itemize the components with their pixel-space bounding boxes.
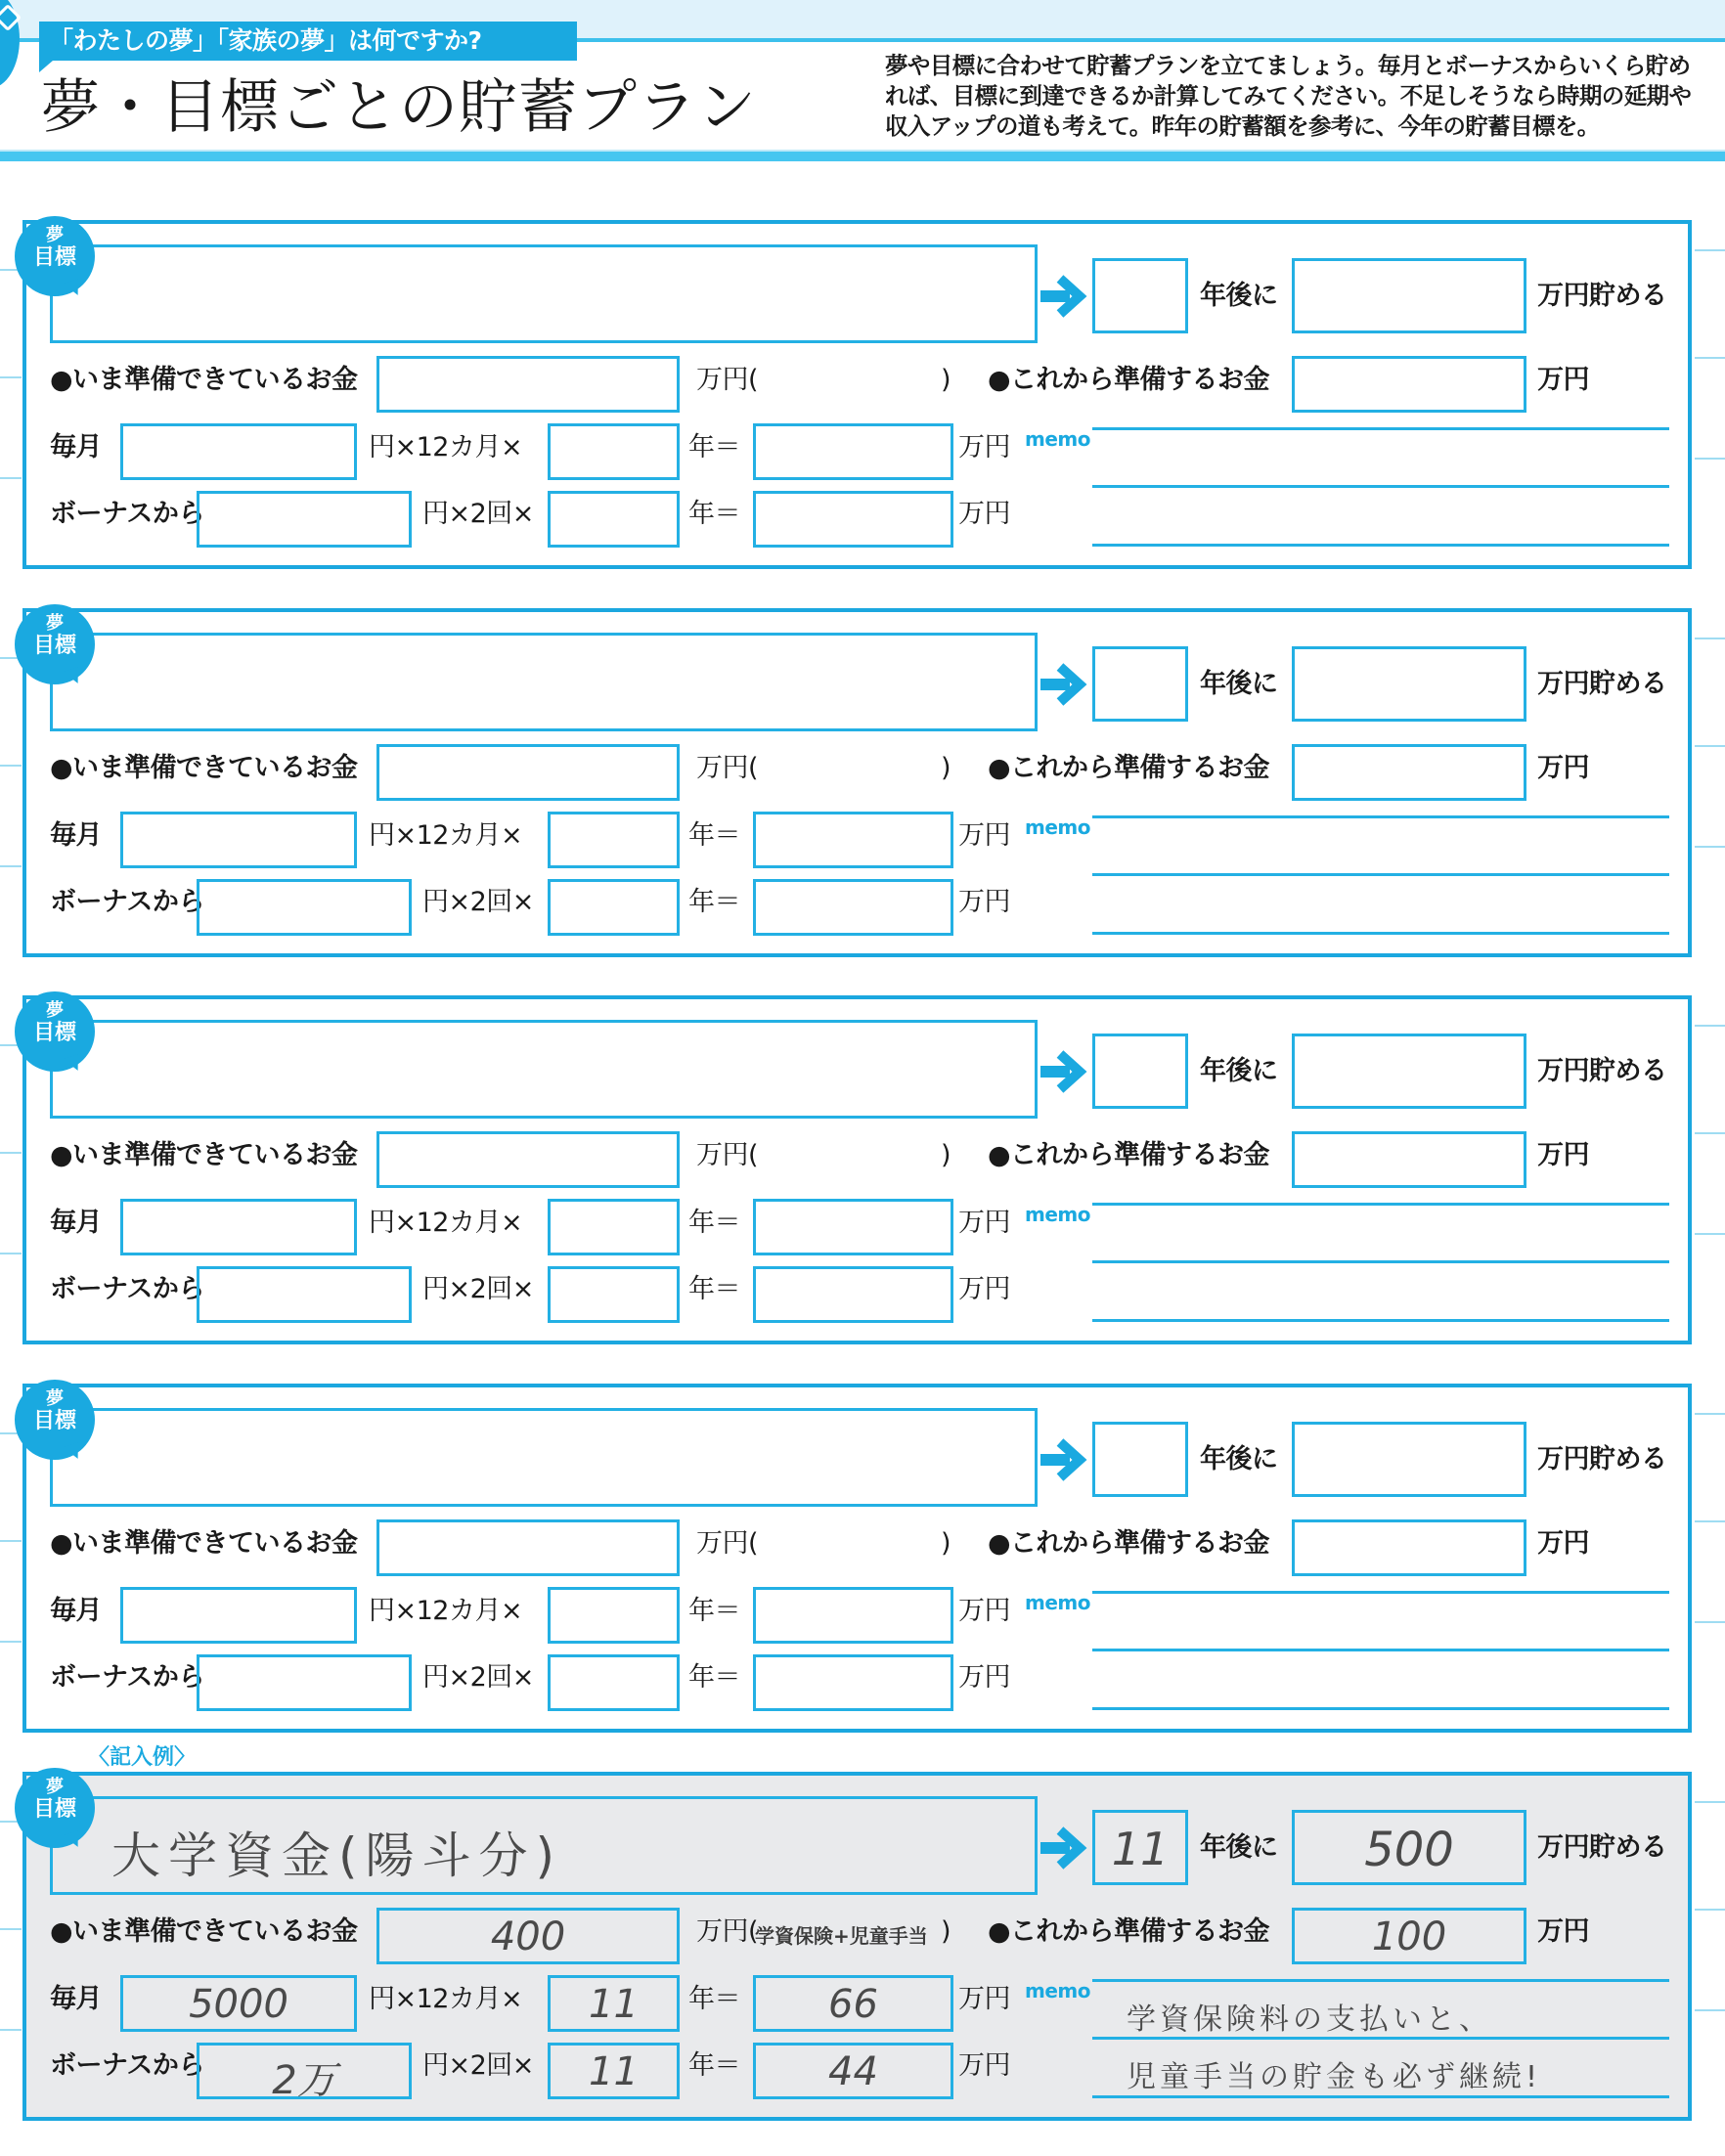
margin-rule [0, 2029, 22, 2031]
margin-rule [1695, 1621, 1725, 1623]
margin-rule [1695, 1233, 1725, 1235]
close-paren-label: ) [941, 1528, 951, 1559]
plan-card [22, 608, 1692, 957]
margin-rule [0, 1152, 22, 1154]
bonus-label: ボーナスから [50, 1274, 204, 1304]
monthly-years-input[interactable] [548, 1975, 680, 2032]
yen-x-12-label: 円×12カ月× [369, 1984, 523, 2014]
margin-rule [1695, 1520, 1725, 1522]
memo-label: memo [1025, 427, 1090, 451]
margin-rule [1695, 1132, 1725, 1134]
margin-rule [1695, 1909, 1725, 1911]
bonus-total-input[interactable] [753, 2043, 953, 2099]
prepared-now-label: ●いま準備できているお金 [50, 365, 358, 395]
memo-line[interactable] [1092, 1707, 1669, 1710]
memo-line[interactable] [1092, 485, 1669, 488]
prepared-now-input[interactable] [376, 1519, 680, 1576]
target-amount-value: 500 [1364, 1823, 1454, 1877]
badge-goal-label: 目標 [32, 634, 76, 658]
monthly-total-input[interactable] [753, 423, 953, 480]
monthly-total-unit: 万円 [958, 820, 1010, 851]
monthly-label: 毎月 [50, 432, 102, 462]
monthly-label: 毎月 [50, 1208, 102, 1238]
to-prepare-unit: 万円 [1537, 1140, 1589, 1170]
monthly-label: 毎月 [50, 1984, 102, 2014]
goal-input[interactable] [50, 1796, 1038, 1895]
bonus-total-input[interactable] [753, 879, 953, 936]
bonus-yen-input[interactable] [197, 879, 412, 936]
memo-line[interactable] [1092, 815, 1669, 818]
man-yen-open-label: 万円( [696, 1916, 759, 1947]
save-amount-suffix: 万円貯める [1537, 669, 1667, 699]
bonus-years-input[interactable] [548, 2043, 680, 2099]
margin-rule [1695, 249, 1725, 251]
to-prepare-unit: 万円 [1537, 1916, 1589, 1947]
badge-goal-label: 目標 [32, 1409, 76, 1433]
memo-text-line: 児童手当の貯金も必ず継続! [1127, 2060, 1542, 2094]
goal-input[interactable] [50, 1408, 1038, 1507]
memo-line[interactable] [1092, 544, 1669, 547]
bonus-years-input[interactable] [548, 1654, 680, 1711]
monthly-years-input[interactable] [548, 812, 680, 868]
monthly-years-eq-label: 年＝ [688, 432, 740, 462]
bonus-yen-value: 2万 [272, 2058, 336, 2103]
intro-text: 夢や目標に合わせて貯蓄プランを立てましょう。毎月とボーナスからいくら貯めれば、目標に到達できるか計算してみてください。不足しそうなら時期の延期や収入アップの道も考えて。昨年の貯蓄額を参考に、今年の貯蓄目標を。 [885, 52, 1692, 140]
monthly-years-eq-label: 年＝ [688, 820, 740, 851]
man-yen-open-label: 万円( [696, 753, 759, 783]
to-prepare-label: ●これから準備するお金 [988, 1140, 1270, 1170]
monthly-total-unit: 万円 [958, 432, 1010, 462]
dream-goal-badge [15, 991, 95, 1072]
to-prepare-label: ●これから準備するお金 [988, 365, 1270, 395]
yen-x-2-label: 円×2回× [422, 1274, 534, 1304]
years-value: 11 [1111, 1823, 1170, 1875]
years-after-label: 年後に [1200, 1444, 1278, 1474]
prepared-now-input[interactable] [376, 1131, 680, 1188]
years-input[interactable] [1092, 258, 1188, 333]
close-paren-label: ) [941, 1140, 951, 1170]
badge-dream-label: 夢 [46, 225, 64, 245]
memo-line[interactable] [1092, 932, 1669, 935]
margin-rule [1695, 2009, 1725, 2011]
bonus-yen-input[interactable] [197, 1266, 412, 1323]
bonus-label: ボーナスから [50, 2050, 204, 2081]
yen-x-2-label: 円×2回× [422, 2050, 534, 2081]
monthly-yen-input[interactable] [120, 1199, 357, 1255]
bonus-total-input[interactable] [753, 1266, 953, 1323]
badge-dream-label: 夢 [46, 1000, 64, 1021]
save-amount-suffix: 万円貯める [1537, 1056, 1667, 1086]
bonus-years-eq-label: 年＝ [688, 1274, 740, 1304]
bonus-label: ボーナスから [50, 499, 204, 529]
prepared-note: 学資保険+児童手当 [755, 1924, 928, 1948]
yen-x-12-label: 円×12カ月× [369, 432, 523, 462]
target-amount-input[interactable] [1292, 646, 1526, 722]
bonus-yen-input[interactable] [197, 2043, 412, 2103]
bonus-label: ボーナスから [50, 887, 204, 917]
to-prepare-unit: 万円 [1537, 1528, 1589, 1559]
to-prepare-label: ●これから準備するお金 [988, 1916, 1270, 1947]
arrow-right-icon [1040, 1050, 1089, 1093]
memo-line[interactable] [1092, 1979, 1669, 1982]
target-amount-input[interactable] [1292, 1810, 1526, 1885]
years-input[interactable] [1092, 1810, 1188, 1885]
memo-label: memo [1025, 1203, 1090, 1226]
bonus-years-eq-label: 年＝ [688, 499, 740, 529]
to-prepare-label: ●これから準備するお金 [988, 1528, 1270, 1559]
margin-rule [1695, 458, 1725, 460]
to-prepare-value: 100 [1371, 1914, 1447, 1959]
badge-goal-label: 目標 [32, 245, 76, 270]
monthly-total-input[interactable] [753, 1199, 953, 1255]
man-yen-open-label: 万円( [696, 1528, 759, 1559]
title-bar [0, 152, 1725, 161]
prepared-now-label: ●いま準備できているお金 [50, 1528, 358, 1559]
monthly-label: 毎月 [50, 1596, 102, 1626]
margin-rule [1695, 1801, 1725, 1803]
bonus-years-eq-label: 年＝ [688, 2050, 740, 2081]
monthly-years-eq-label: 年＝ [688, 1208, 740, 1238]
dream-goal-badge [15, 1768, 95, 1848]
to-prepare-input[interactable] [1292, 1131, 1526, 1188]
example-label: 〈記入例〉 [88, 1745, 197, 1770]
to-prepare-label: ●これから準備するお金 [988, 753, 1270, 783]
memo-line[interactable] [1092, 873, 1669, 876]
bonus-total-unit: 万円 [958, 2050, 1010, 2081]
bonus-label: ボーナスから [50, 1662, 204, 1693]
years-input[interactable] [1092, 1034, 1188, 1109]
arrow-right-icon [1040, 1438, 1089, 1481]
years-input[interactable] [1092, 1422, 1188, 1497]
yen-x-12-label: 円×12カ月× [369, 820, 523, 851]
years-input[interactable] [1092, 646, 1188, 722]
bonus-yen-input[interactable] [197, 491, 412, 548]
margin-rule [1695, 846, 1725, 848]
bonus-years-eq-label: 年＝ [688, 1662, 740, 1693]
monthly-years-input[interactable] [548, 423, 680, 480]
monthly-total-input[interactable] [753, 812, 953, 868]
badge-goal-label: 目標 [32, 1797, 76, 1822]
prepared-now-label: ●いま準備できているお金 [50, 1140, 358, 1170]
bonus-years-eq-label: 年＝ [688, 887, 740, 917]
to-prepare-input[interactable] [1292, 744, 1526, 801]
badge-dream-label: 夢 [46, 613, 64, 634]
memo-line[interactable] [1092, 2037, 1669, 2040]
monthly-years-value: 11 [589, 1982, 639, 2027]
years-after-label: 年後に [1200, 1832, 1278, 1863]
bonus-total-input[interactable] [753, 1654, 953, 1711]
margin-rule [0, 477, 22, 479]
margin-rule [1695, 1025, 1725, 1027]
margin-rule [1695, 638, 1725, 639]
memo-label: memo [1025, 1591, 1090, 1614]
margin-rule [1695, 357, 1725, 359]
arrow-right-icon [1040, 1826, 1089, 1870]
man-yen-open-label: 万円( [696, 365, 759, 395]
close-paren-label: ) [941, 365, 951, 395]
bonus-years-value: 11 [589, 2049, 639, 2094]
margin-rule [0, 865, 22, 867]
badge-dream-label: 夢 [46, 1388, 64, 1409]
prepared-now-input[interactable] [376, 356, 680, 413]
monthly-total-input[interactable] [753, 1587, 953, 1644]
monthly-yen-input[interactable] [120, 812, 357, 868]
bonus-total-unit: 万円 [958, 1662, 1010, 1693]
monthly-years-input[interactable] [548, 1199, 680, 1255]
target-amount-input[interactable] [1292, 1422, 1526, 1497]
goal-value: 大学資金(陽斗分) [111, 1827, 563, 1884]
margin-rule [0, 1641, 22, 1643]
monthly-total-unit: 万円 [958, 1984, 1010, 2014]
to-prepare-unit: 万円 [1537, 365, 1589, 395]
target-amount-input[interactable] [1292, 258, 1526, 333]
dream-goal-badge [15, 604, 95, 684]
arrow-right-icon [1040, 663, 1089, 706]
monthly-yen-input[interactable] [120, 1587, 357, 1644]
memo-line[interactable] [1092, 1260, 1669, 1263]
memo-line[interactable] [1092, 2095, 1669, 2098]
goal-input[interactable] [50, 244, 1038, 343]
arrow-right-icon [1040, 275, 1089, 318]
prepared-now-input[interactable] [376, 744, 680, 801]
monthly-yen-input[interactable] [120, 423, 357, 480]
man-yen-open-label: 万円( [696, 1140, 759, 1170]
bonus-total-unit: 万円 [958, 1274, 1010, 1304]
plan-card [22, 220, 1692, 569]
bonus-total-unit: 万円 [958, 499, 1010, 529]
years-after-label: 年後に [1200, 1056, 1278, 1086]
monthly-years-eq-label: 年＝ [688, 1984, 740, 2014]
monthly-years-input[interactable] [548, 1587, 680, 1644]
monthly-years-eq-label: 年＝ [688, 1596, 740, 1626]
target-amount-input[interactable] [1292, 1034, 1526, 1109]
to-prepare-unit: 万円 [1537, 753, 1589, 783]
yen-x-12-label: 円×12カ月× [369, 1208, 523, 1238]
prepared-now-label: ●いま準備できているお金 [50, 753, 358, 783]
margin-rule [1695, 745, 1725, 747]
plan-card [22, 1384, 1692, 1733]
goal-input[interactable] [50, 1020, 1038, 1119]
monthly-yen-value: 5000 [189, 1982, 288, 2027]
margin-rule [0, 1540, 22, 1542]
to-prepare-input[interactable] [1292, 356, 1526, 413]
bonus-years-input[interactable] [548, 879, 680, 936]
memo-line[interactable] [1092, 1591, 1669, 1594]
yen-x-2-label: 円×2回× [422, 1662, 534, 1693]
memo-line[interactable] [1092, 1649, 1669, 1651]
to-prepare-input[interactable] [1292, 1908, 1526, 1964]
prepared-now-input[interactable] [376, 1908, 680, 1964]
save-amount-suffix: 万円貯める [1537, 281, 1667, 311]
subtitle-tag: 「わたしの夢」「家族の夢」は何ですか? [39, 22, 577, 61]
example-plan-card [22, 1772, 1692, 2121]
memo-line[interactable] [1092, 1203, 1669, 1206]
prepared-now-value: 400 [490, 1914, 566, 1959]
page-title: 夢・目標ごとの貯蓄プラン [41, 73, 757, 142]
bonus-yen-input[interactable] [197, 1654, 412, 1711]
margin-rule [1695, 1413, 1725, 1415]
dream-goal-badge [15, 216, 95, 296]
to-prepare-input[interactable] [1292, 1519, 1526, 1576]
bonus-total-unit: 万円 [958, 887, 1010, 917]
memo-line[interactable] [1092, 1319, 1669, 1322]
plan-card [22, 995, 1692, 1344]
yen-x-2-label: 円×2回× [422, 887, 534, 917]
monthly-total-value: 66 [828, 1982, 878, 2027]
margin-rule [0, 765, 22, 767]
years-after-label: 年後に [1200, 281, 1278, 311]
monthly-total-unit: 万円 [958, 1596, 1010, 1626]
monthly-total-input[interactable] [753, 1975, 953, 2032]
goal-input[interactable] [50, 633, 1038, 731]
memo-text-line: 学資保険料の支払いと、 [1127, 2002, 1492, 2037]
yen-x-2-label: 円×2回× [422, 499, 534, 529]
bonus-years-input[interactable] [548, 1266, 680, 1323]
yen-x-12-label: 円×12カ月× [369, 1596, 523, 1626]
memo-line[interactable] [1092, 427, 1669, 430]
corner-badge-icon [0, 0, 20, 88]
bonus-years-input[interactable] [548, 491, 680, 548]
save-amount-suffix: 万円貯める [1537, 1444, 1667, 1474]
badge-goal-label: 目標 [32, 1021, 76, 1045]
close-paren-label: ) [941, 753, 951, 783]
monthly-yen-input[interactable] [120, 1975, 357, 2032]
memo-label: memo [1025, 815, 1090, 839]
memo-label: memo [1025, 1979, 1090, 2002]
prepared-now-label: ●いま準備できているお金 [50, 1916, 358, 1947]
monthly-total-unit: 万円 [958, 1208, 1010, 1238]
badge-dream-label: 夢 [46, 1777, 64, 1797]
margin-rule [0, 376, 22, 378]
bonus-total-value: 44 [828, 2049, 878, 2094]
margin-rule [0, 1253, 22, 1254]
margin-rule [0, 1928, 22, 1930]
bonus-total-input[interactable] [753, 491, 953, 548]
close-paren-label: ) [941, 1916, 951, 1947]
years-after-label: 年後に [1200, 669, 1278, 699]
monthly-label: 毎月 [50, 820, 102, 851]
dream-goal-badge [15, 1380, 95, 1460]
save-amount-suffix: 万円貯める [1537, 1832, 1667, 1863]
